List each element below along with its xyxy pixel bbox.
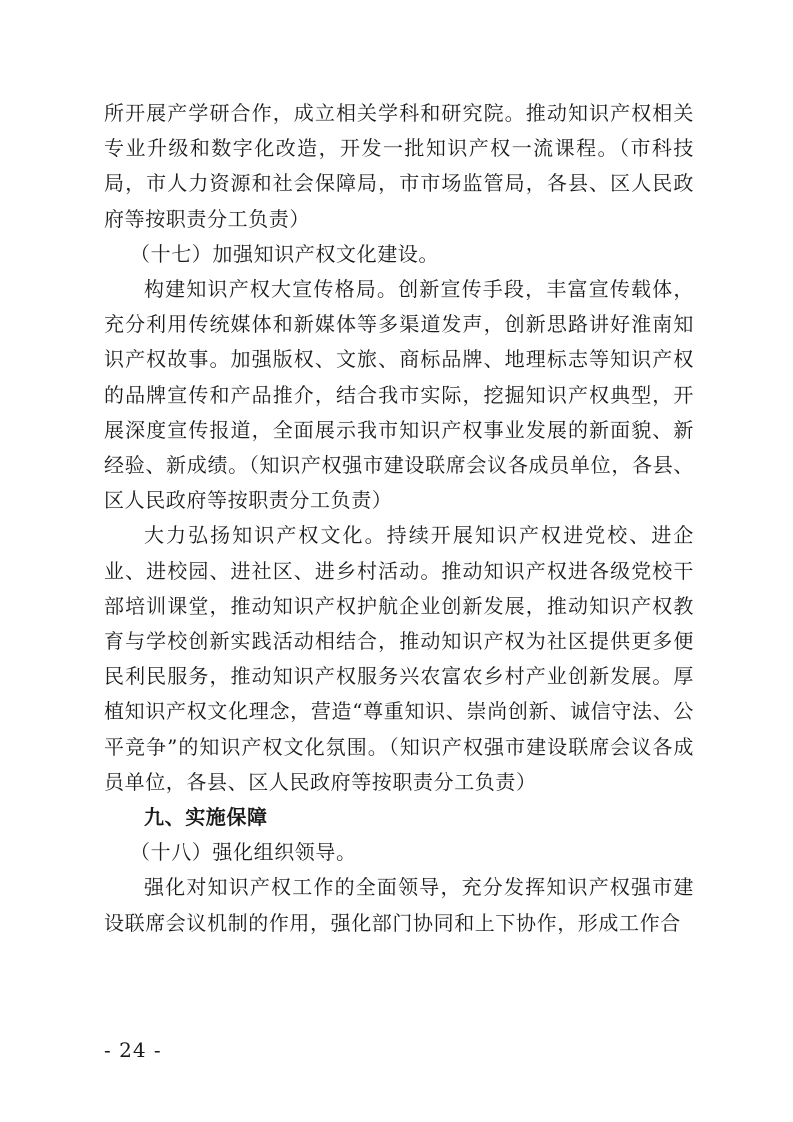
page-number: - 24 -: [104, 1038, 162, 1062]
document-body: [104, 96, 694, 941]
paragraph-leadership: 强化对知识产权工作的全面领导，充分发挥知识产权强市建设联席会议机制的作用，强化部门协同和上下协作，形成工作合: [104, 875, 694, 935]
paragraph-culture: 大力弘扬知识产权文化。持续开展知识产权进党校、进企业、进校园、进社区、进乡村活动。推动知识产权进各级党校干部培训课堂，推动知识产权护航企业创新发展，推动知识产权教育与学校创新实践活动相结合，推动知识产权为社区提供更多便民利民服务，推动知识产权服务兴农富农乡村产业创新发展。厚植知识产权文化理念，营造“尊重知识、崇尚创新、诚信守法、公平竞争”的知识产权文化氛围。（知识产权强市建设联席会议各成员单位，各县、区人民政府等按职责分工负责）: [104, 523, 694, 794]
subsection-heading-18: （十八）强化组织领导。: [130, 840, 357, 865]
subsection-heading-17: （十七）加强知识产权文化建设。: [130, 241, 439, 266]
section-heading-9: 九、实施保障: [144, 805, 268, 830]
paragraph-continuation: 所开展产学研合作，成立相关学科和研究院。推动知识产权相关专业升级和数字化改造，开发一批知识产权一流课程。（市科技局，市人力资源和社会保障局，市市场监管局，各县、区人民政府等按职责分工负责）: [104, 101, 694, 231]
paragraph-publicity: 构建知识产权大宣传格局。创新宣传手段，丰富宣传载体，充分利用传统媒体和新媒体等多渠道发声，创新思路讲好淮南知识产权故事。加强版权、文旅、商标品牌、地理标志等知识产权的品牌宣传和产品推介，结合我市实际，挖掘知识产权典型，开展深度宣传报道，全面展示我市知识产权事业发展的新面貌、新经验、新成绩。（知识产权强市建设联席会议各成员单位，各县、区人民政府等按职责分工负责）: [104, 277, 694, 513]
